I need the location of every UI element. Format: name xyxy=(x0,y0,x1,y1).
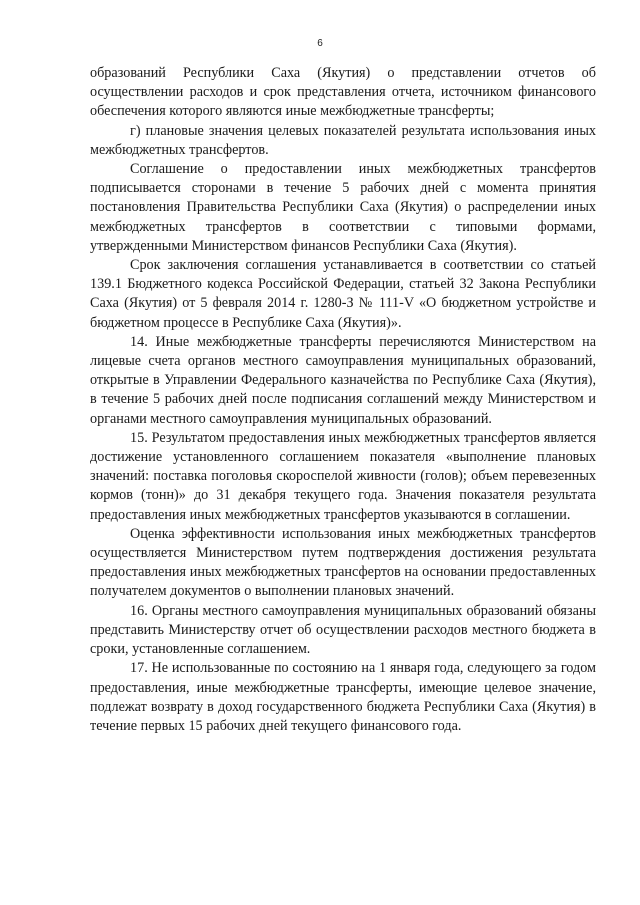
paragraph-efficiency-evaluation: Оценка эффективности использования иных межбюджетных трансфертов осуществляется Министерством путем подтверждения достижения результата предоставления иных межбюджетных трансфертов на основании предоставленных получателем документов о выполнении плановых значений. xyxy=(90,525,596,600)
document-body xyxy=(90,64,596,736)
paragraph-17: 17. Не использованные по состоянию на 1 января года, следующего за годом предоставления, иные межбюджетные трансферты, имеющие целевое значение, подлежат возврату в доход государственного бюджета Республики Саха (Якутия) в течение первых 15 рабочих дней текущего финансового года. xyxy=(90,660,596,734)
paragraph-agreement-signing: Соглашение о предоставлении иных межбюджетных трансфертов подписывается сторонами в течение 5 рабочих дней с момента принятия постановления Правительства Республики Саха (Якутия) о распределении иных межбюджетных трансфертов в соответствии с типовыми формами, утвержденными Министерством финансов Республики Саха (Якутия). xyxy=(90,161,596,254)
paragraph-16: 16. Органы местного самоуправления муниципальных образований обязаны представить Министерству отчет об осуществлении расходов местного бюджета в сроки, установленные соглашением. xyxy=(90,602,596,658)
paragraph-agreement-term: Срок заключения соглашения устанавливается в соответствии со статьей 139.1 Бюджетного кодекса Российской Федерации, статьей 32 Закона Республики Саха (Якутия) от 5 февраля 2014 г. 1280-З № 111-V «О бюджетном устройстве и бюджетном процессе в Республике Саха (Якутия)». xyxy=(90,257,596,331)
paragraph-14: 14. Иные межбюджетные трансферты перечисляются Министерством на лицевые счета органов местного самоуправления муниципальных образований, открытые в Управлении Федерального казначейства по Республике Саха (Якутия), в течение 5 рабочих дней после подписания соглашений между Министерством и органами местного самоуправления муниципальных образований. xyxy=(90,333,596,427)
paragraph-continuation: образований Республики Саха (Якутия) о представлении отчетов об осуществлении расходов и срок представления отчета, источником финансового обеспечения которого являются иные межбюджетные трансферты; xyxy=(90,65,596,120)
paragraph-item-g: г) плановые значения целевых показателей результата использования иных межбюджетных трансфертов. xyxy=(90,122,596,158)
paragraph-15: 15. Результатом предоставления иных межбюджетных трансфертов является достижение установленного соглашением показателя «выполнение плановых значений: поставка поголовья скороспелой живности (голов); объем перевезенных кормов (тонн)» до 31 декабря текущего года. Значения показателя результата предоставления иных межбюджетных трансфертов указываются в соглашении. xyxy=(90,429,596,523)
page-number: 6 xyxy=(317,38,323,49)
